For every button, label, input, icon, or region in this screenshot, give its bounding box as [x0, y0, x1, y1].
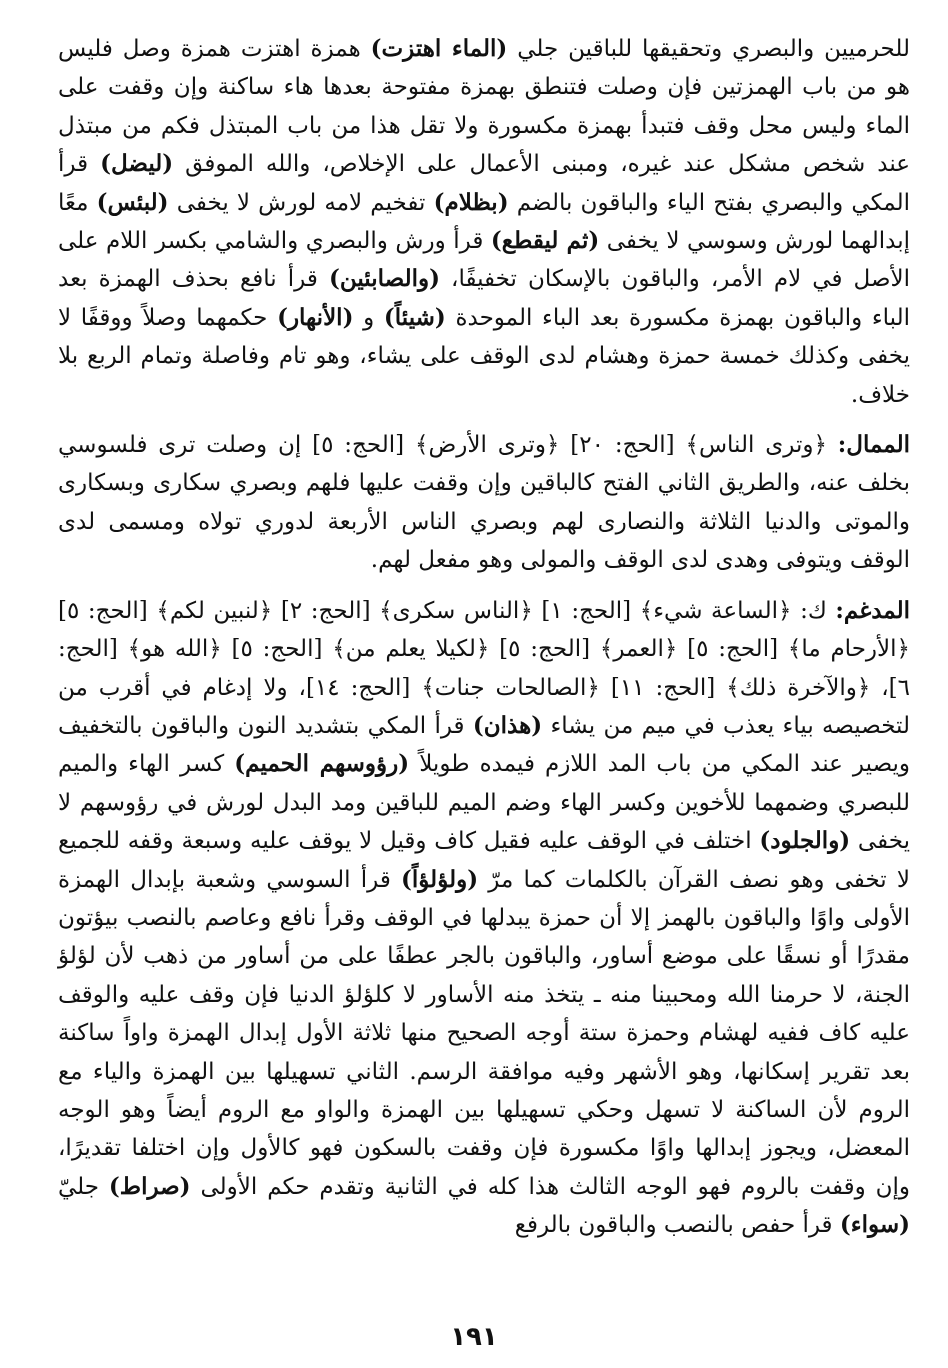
bold-term: (سواء) — [839, 1211, 910, 1239]
text-run: حكمهما وصلاً ووقفًا لا يخفى وكذلك خمسة حمزة وهشام لدى الوقف على يشاء، وهو تام وفاصلة وتمام الربع بلا خلاف. — [58, 304, 910, 408]
bold-term: (والصابئين) — [328, 265, 440, 293]
bold-term: (رؤوسهم الحميم) — [234, 750, 410, 778]
bold-term: (بظلام) — [433, 188, 509, 216]
bold-term: (هذان) — [472, 711, 543, 739]
bold-term: (لبئس) — [96, 188, 169, 216]
text-run: قرأ نافع بحذف الهمزة بعد الباء والباقون بهمزة مكسورة بعد الباء الموحدة — [58, 266, 911, 331]
bold-term: (والجلود) — [759, 827, 851, 855]
text-run: و — [353, 304, 384, 331]
bold-term: (صراط) — [108, 1172, 191, 1200]
text-run: ك: ﴿الساعة شيء﴾ [الحج: ١] ﴿الناس سكرى﴾ [الحج: ٢] ﴿لنبين لكم﴾ [الحج: ٥] ﴿الأرحام ما﴾ [الحج: ٥] ﴿العمر﴾ [الحج: ٥] ﴿لكيلا يعلم من﴾ [الحج: ٥] ﴿الله هو﴾ [الحج: ٦]، ﴿والآخرة ذلك﴾ [الحج: ١١] ﴿الصالحات جنات﴾ [الحج: ١٤]، ولا إدغام في أقرب من لتخصيصه بياء يعذب في ميم من يشاء — [58, 597, 910, 739]
text-run: قرأ السوسي وشعبة بإبدال الهمزة الأولى واوًا والباقون بالهمز إلا أن حمزة يبدلها في الوقف وقرأ نافع وعاصم بالنصب بيؤتون مقدرًا أو نسقًا على موضع أساور، والباقون بالجر عطفًا على من أساور من ذهب لأن لؤلؤ الجنة، لا حرمنا الله ومحبينا منه ـ يتخذ منه الأساور لا كلؤلؤ الدنيا فإن وقف عليه والوقف عليه كاف ففيه لهشام وحمزة ستة أوجه الصحيح منها ثلاثة الأول إبدال الهمزة واواً ساكنة بعد تقرير إسكانها، وهو الأشهر وفيه موافقة الرسم. الثاني تسهيلها بين الهمزة والياء مع الروم لأن الساكنة لا تسهل وحكي تسهيلها بين الهمزة والواو مع الروم أيضاً وهو الوجه المعضل، ويجوز إبدالها واوًا مكسورة فإن وقفت بالسكون فهو كالأول وإن اختلفا تقديرًا، وإن وقفت بالروم فهو الوجه الثالث هذا كله في الثانية وتقدم حكم الأولى — [58, 866, 910, 1200]
text-run: جليّ — [58, 1173, 109, 1200]
bold-term: (الأنهار) — [277, 303, 354, 331]
page-number: ١٩١ — [450, 1322, 498, 1352]
bold-term: (الماء اهتزت) — [370, 35, 508, 62]
bold-term: (ولؤلؤاً) — [401, 865, 479, 893]
bold-term: (شيئاً) — [383, 303, 446, 331]
text-run: قرأ حفص بالنصب والباقون بالرفع — [514, 1212, 840, 1239]
text-run: قرأ ورش والبصري والشامي بكسر اللام على الأصل في لام الأمر، والباقون بالإسكان تخفيفًا، — [58, 228, 910, 293]
text-run: همزة اهتزت همزة وصل فليس هو من باب الهمزتين فإن وصلت فتنطق بهمزة مفتوحة بعدها هاء ساكنة وإن وقفت على الماء وليس محل وقف فتبدأ بهمزة مكسورة ولا تقل هذا من باب المبتذل فكم من مبتذل عند شخص مشكل عند غيره، ومبنى الأعمال على الإخلاص، والله الموفق — [58, 36, 910, 178]
text-run: اختلف في الوقف عليه فقيل كاف وقيل لا يوقف عليه وسبعة وقفه للجميع لا تخفى وهو نصف القرآن بالكلمات كما مرّ — [58, 828, 910, 893]
page-body — [58, 30, 910, 1245]
text-run: معًا إبدالهما لورش وسوسي لا يخفى — [58, 189, 910, 255]
paragraph-2 — [58, 426, 910, 580]
text-run: تفخيم لامه لورش لا يخفى — [168, 189, 434, 216]
paragraph-3 — [58, 592, 910, 1245]
bold-term: (ليضل) — [100, 150, 174, 178]
text-run: للحرميين والبصري وتحقيقها للباقين جلي — [507, 36, 910, 62]
text-run: قرأ المكي والبصري بفتح الياء والباقون بالضم — [58, 151, 911, 216]
text-run: ﴿وترى الناس﴾ [الحج: ٢٠] ﴿وترى الأرض﴾ [الحج: ٥] إن وصلت ترى فلسوسي بخلف عنه، والطريق الثاني الفتح كالباقين وإن وقفت عليها فلهم وبصري سكارى وبسكارى والموتى والدنيا الثلاثة والنصارى لهم وبصري الناس الأربعة لدوري تولاه ومسمى لدى الوقف ويتوفى وهدى لدى الوقف والمولى وهو مفعل لهم. — [58, 432, 910, 574]
text-run: كسر الهاء والميم للبصري وضمهما للأخوين وكسر الهاء وضم الميم للباقين ومد البدل لورش في رؤوسهم لا يخفى — [58, 751, 910, 855]
section-label-mudgham: المدغم: — [835, 596, 910, 624]
text-run: قرأ المكي بتشديد النون والباقون بالتخفيف ويصير عند المكي من باب المد اللازم فيمده طويلاً — [58, 712, 911, 778]
section-label-mumal: الممال: — [837, 431, 910, 459]
paragraph-1 — [58, 30, 910, 414]
bold-term: (ثم ليقطع) — [490, 227, 600, 255]
